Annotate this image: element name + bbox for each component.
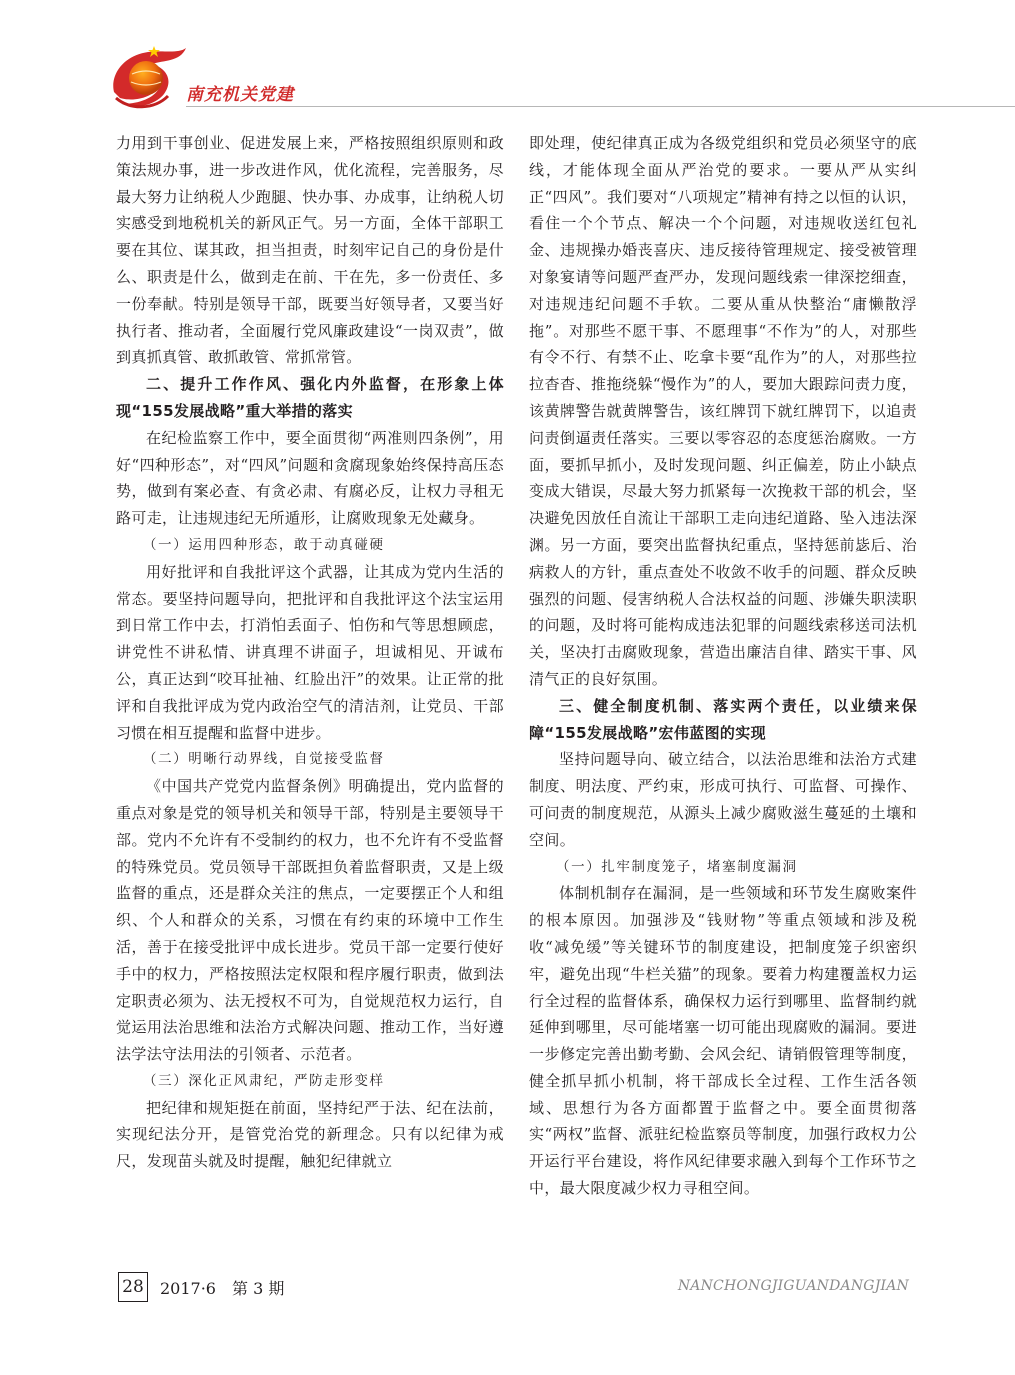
section-heading: 三、健全制度机制、落实两个责任，以业绩来保障“155发展战略”宏伟蓝图的实现: [529, 696, 917, 742]
paragraph: 把纪律和规矩挺在前面，坚持纪严于法、纪在法前，实现纪法分开，是管党治党的新理念。只有以纪律为戒尺，发现苗头就及时提醒，触犯纪律就立: [116, 1098, 504, 1171]
paragraph: 在纪检监察工作中，要全面贯彻“两准则四条例”，用好“四种形态”，对“四风”问题和贪腐现象始终保持高压态势，做到有案必查、有贪必肃、有腐必反，让权力寻租无路可走，让违规违纪无所遁形，让腐败现象无处藏身。: [116, 428, 504, 528]
section-heading: 二、提升工作作风、强化内外监督，在形象上体现“155发展战略”重大举措的落实: [116, 375, 504, 420]
paragraph: 《中国共产党党内监督条例》明确提出，党内监督的重点对象是党的领导机关和领导干部，特别是主要领导干部。党内不允许有不受制约的权力，也不允许有不受监督的特殊党员。党员领导干部既担负着监督职责，又是上级监督的重点，还是群众关注的焦点，一定要摆正个人和组织、个人和群众的关系，习惯在有约束的环境中工作生活，善于在接受批评中成长进步。党员干部一定要行使好手中的权力，严格按照法定权限和程序履行职责，做到法定职责必须为、法无授权不可为，自觉规范权力运行，自觉运用法治思维和法治方式解决问题、推动工作，当好遵法学法守法用法的引领者、示范者。: [116, 777, 504, 1064]
paragraph: 体制机制存在漏洞，是一些领域和环节发生腐败案件的根本原因。加强涉及“钱财物”等重点领域和涉及税收“减免缓”等关键环节的制度建设，把制度笼子织密织牢，避免出现“牛栏关猫”的现象。要着力构建覆盖权力运行全过程的监督体系，确保权力运行到哪里、监督制约就延伸到哪里，尽可能堵塞一切可能出现腐败的漏洞。要进一步修定完善出勤考勤、会风会纪、请销假管理等制度，健全抓早抓小机制，将干部成长全过程、工作生活各领域、思想行为各方面都置于监督之中。要全面贯彻落实“两权”监督、派驻纪检监察员等制度，加强行政权力公开运行平台建设，将作风纪律要求融入到每个工作环节之中，最大限度减少权力寻租空间。: [529, 884, 917, 1198]
subsection-heading: （一）扎牢制度笼子，堵塞制度漏洞: [556, 858, 798, 875]
paragraph: 用好批评和自我批评这个武器，让其成为党内生活的常态。要坚持问题导向，把批评和自我批评这个法宝运用到日常工作中去，打消怕丢面子、怕伤和气等思想顾虑，讲党性不讲私情、讲真理不讲面子，坦诚相见、开诚布公，真正达到“咬耳扯袖、红脸出汗”的效果。让正常的批评和自我批评成为党内政治空气的清洁剂，让党员、干部习惯在相互提醒和监督中进步。: [116, 562, 504, 742]
journal-title: 南充机关党建: [186, 85, 294, 105]
page-number: 28: [118, 1272, 148, 1302]
page-footer: [0, 1272, 1015, 1304]
paragraph: 力用到干事创业、促进发展上来，严格按照组织原则和政策法规办事，进一步改进作风，优化流程，完善服务，尽最大努力让纳税人少跑腿、快办事、办成事，让纳税人切实感受到地税机关的新风正气。另一方面，全体干部职工要在其位、谋其政，担当担责，时刻牢记自己的身份是什么、职责是什么，做到走在前、干在先，多一份责任、多一份奉献。特别是领导干部，既要当好领导者，又要当好执行者、推动者，全面履行党风廉政建设“一岗双责”，做到真抓真管、敢抓敢管、常抓常管。: [116, 134, 504, 367]
subsection-heading: （三）深化正风肃纪，严防走形变样: [143, 1072, 385, 1089]
globe-ribbon-logo-icon: [108, 40, 188, 112]
header-rule: [186, 106, 1015, 107]
left-column: [116, 130, 504, 1175]
paragraph: 坚持问题导向、破立结合，以法治思维和法治方式建制度、明法度、严约束，形成可执行、可监督、可操作、可问责的制度规范，从源头上减少腐败滋生蔓延的土壤和空间。: [529, 750, 917, 849]
subsection-heading: （一）运用四种形态，敢于动真碰硬: [143, 536, 385, 553]
journal-pinyin: NANCHONGJIGUANDANGJIAN: [677, 1278, 909, 1294]
issue-label: 2017·6 第 3 期: [160, 1279, 285, 1298]
page-header: [0, 0, 1015, 120]
paragraph: 即处理，使纪律真正成为各级党组织和党员必须坚守的底线，才能体现全面从严治党的要求。一要从严从实纠正“四风”。我们要对“八项规定”精神有持之以恒的认识，看住一个个节点、解决一个个问题，对违规收送红包礼金、违规操办婚丧喜庆、违反接待管理规定、接受被管理对象宴请等问题严查严办，发现问题线索一律深挖细查，对违规违纪问题不手软。二要从重从快整治“庸懒散浮拖”。对那些不愿干事、不愿理事“不作为”的人，对那些有令不行、有禁不止、吃拿卡要“乱作为”的人，对那些拉拉杳杳、推拖绕躲“慢作为”的人，要加大跟踪问责力度，该黄牌警告就黄牌警告，该红牌罚下就红牌罚下，以追责问责倒逼责任落实。三要以零容忍的态度惩治腐败。一方面，要抓早抓小，及时发现问题、纠正偏差，防止小缺点变成大错误，尽最大努力抓紧每一次挽救干部的机会，坚决避免因放任自流让干部职工走向违纪道路、坠入违法深渊。另一方面，要突出监督执纪重点，坚持惩前毖后、治病救人的方针，重点查处不收敛不收手的问题、群众反映强烈的问题、侵害纳税人合法权益的问题、涉嫌失职渎职的问题，及时将可能构成违法犯罪的问题线索移送司法机关，坚决打击腐败现象，营造出廉洁自律、踏实干事、风清气正的良好氛围。: [529, 134, 917, 688]
right-column: [529, 130, 917, 1202]
subsection-heading: （二）明晰行动界线，自觉接受监督: [143, 751, 385, 768]
